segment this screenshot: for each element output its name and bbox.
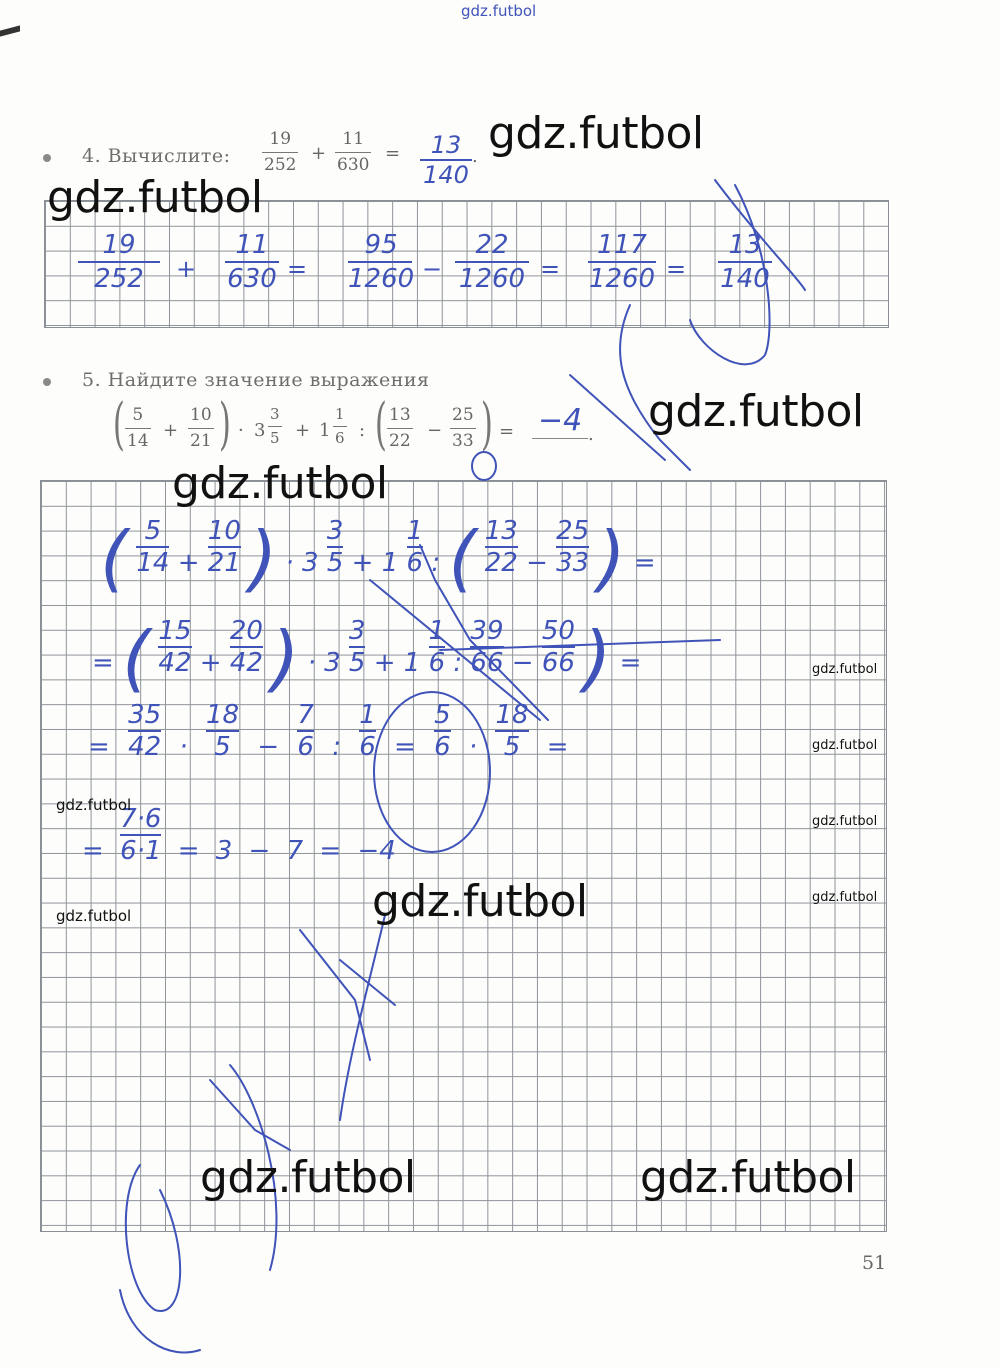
paren-open: (: [374, 392, 387, 457]
watermark-big: gdz.futbol: [200, 1152, 416, 1203]
corner-mark: [0, 25, 20, 36]
task-5-answer: −4: [532, 403, 588, 439]
work-fraction-13-140: 13 140: [718, 232, 772, 292]
plus-sign: +: [311, 143, 327, 164]
numerator: 11: [342, 129, 365, 149]
task-4-answer: [420, 133, 472, 187]
plus-sign: +: [295, 420, 311, 441]
watermark-small: gdz.futbol: [812, 662, 878, 677]
watermark-big: gdz.futbol: [372, 876, 588, 927]
numerator: 19: [269, 129, 292, 149]
work-equals: =: [287, 255, 308, 283]
plus-sign: +: [163, 420, 179, 441]
work-fraction-95-1260: 95 1260: [348, 230, 415, 294]
watermark-small: gdz.futbol: [56, 796, 132, 814]
watermark-small: gdz.futbol: [56, 907, 132, 925]
work-equals: =: [666, 255, 687, 283]
watermark-big: gdz.futbol: [172, 458, 388, 509]
work-equals: =: [540, 255, 561, 283]
fraction-1-6: 1 6: [335, 405, 345, 447]
equals-sign: =: [385, 143, 401, 164]
colon-sign: :: [359, 420, 366, 441]
task-4-label: 4. Вычислите:: [82, 145, 231, 167]
minus-sign: −: [427, 420, 443, 441]
work-fraction-117-1260: 117 1260: [588, 230, 656, 294]
answer-denominator: 140: [423, 161, 469, 189]
watermark-top: gdz.futbol: [461, 2, 537, 20]
watermark-small: gdz.futbol: [812, 814, 878, 829]
mixed-whole-3: 3: [254, 420, 266, 441]
work-plus: +: [176, 255, 197, 283]
denominator: 252: [264, 155, 297, 175]
period: .: [472, 146, 478, 167]
work-minus: −: [422, 255, 443, 283]
watermark-big: gdz.futbol: [47, 172, 263, 223]
fraction-19-252: [262, 131, 298, 174]
fraction-13-22: 13 22: [389, 405, 411, 451]
fraction-25-33: 25 33: [452, 405, 474, 451]
watermark-small: gdz.futbol: [812, 738, 878, 753]
watermark-small: gdz.futbol: [812, 890, 878, 905]
dot-sign: ·: [238, 420, 244, 441]
bullet-task-5: [43, 378, 51, 386]
work-fraction-11-630: 11 630: [225, 232, 279, 292]
fraction-5-14: 5 14: [127, 405, 149, 451]
work-fraction-22-1260: 22 1260: [455, 232, 529, 292]
mixed-whole-1: 1: [319, 420, 331, 441]
equals-sign: =: [499, 421, 515, 442]
watermark-big: gdz.futbol: [488, 108, 704, 159]
bullet-task-4: [43, 154, 51, 162]
work-fraction-19-252: 19 252: [78, 232, 160, 292]
answer-numerator: 13: [430, 131, 462, 159]
watermark-big: gdz.futbol: [648, 386, 864, 437]
paren-close: ): [480, 392, 493, 457]
page-number: 51: [862, 1252, 887, 1274]
period: .: [588, 424, 594, 445]
fraction-3-5: 3 5: [270, 405, 280, 447]
fraction-11-630: [335, 131, 371, 174]
paren-open: (: [112, 392, 125, 457]
work-line-1: ( $\frac{5}{14}$ + $\frac{10}{21}$ ) · 3 $\frac{3}{5}$ + 1 $\frac{1}{6}$ : ( $\frac{13}{22}$ − $\frac{25}{33}$ ) =: [100, 516, 656, 600]
denominator: 630: [337, 155, 370, 175]
task-5-label: 5. Найдите значение выражения: [82, 369, 430, 391]
fraction-10-21: 10 21: [190, 405, 212, 451]
work-line-3: = $\frac{35}{42}$ · $\frac{18}{5}$ − $\frac{7}{6}$ : $\frac{1}{6}$ = $\frac{5}{6}$ · $\frac{18}{5}$ =: [88, 700, 569, 762]
paren-close: ): [218, 392, 231, 457]
work-line-2: = ( $\frac{15}{42}$ + $\frac{20}{42}$ ) · 3 $\frac{3}{5}$ + 1 $\frac{1}{6}$ : $\frac{39}{66}$ − $\frac{50}{66}$ ) =: [92, 616, 642, 700]
work-line-4: = $\frac{7\cdot 6}{6\cdot 1}$ = 3 − 7 = −4: [82, 804, 396, 866]
watermark-big: gdz.futbol: [640, 1152, 856, 1203]
